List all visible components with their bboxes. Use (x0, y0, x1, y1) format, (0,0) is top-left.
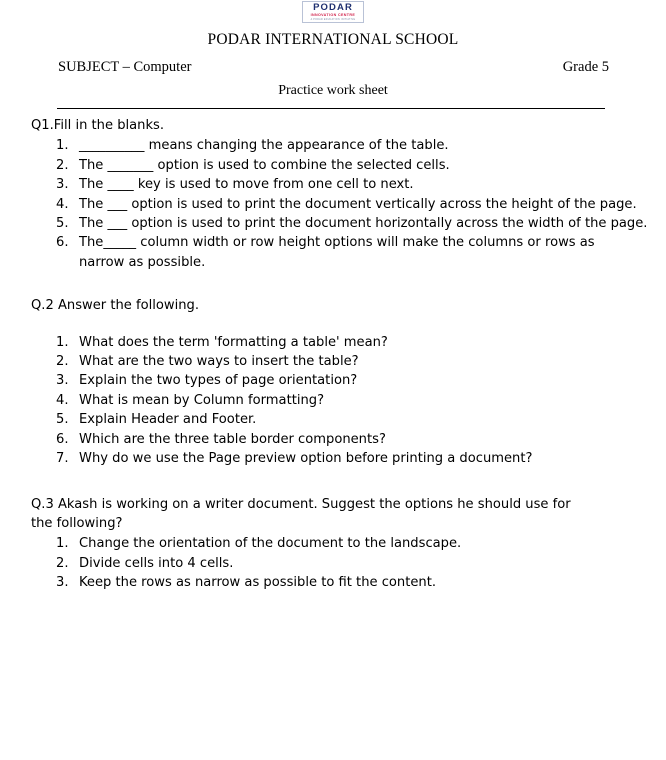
list-item (31, 371, 636, 390)
list-item (31, 214, 648, 233)
list-item-number: 3. (56, 575, 69, 591)
list-item (31, 449, 636, 468)
list-item (31, 410, 636, 429)
school-name: PODAR INTERNATIONAL SCHOOL (207, 31, 459, 48)
list-item-text: Keep the rows as narrow as possible to fit the content. (79, 575, 437, 591)
list-item (31, 430, 636, 449)
list-item-text: Explain the two types of page orientation? (79, 373, 358, 389)
subject-grade-row (0, 59, 666, 77)
list-item-text: The _______ option is used to combine the selected cells. (79, 157, 450, 173)
list-item (31, 573, 636, 592)
list-item-number: 2. (56, 157, 69, 173)
list-item-number: 3. (56, 177, 69, 193)
list-item (31, 352, 636, 371)
list-item-number: 6. (56, 431, 69, 447)
question-3-list (31, 534, 636, 592)
list-item-text: The ____ key is used to move from one cell to next. (79, 177, 414, 193)
list-item-number: 1. (56, 334, 69, 350)
list-item-text: Explain Header and Footer. (79, 412, 257, 428)
grade-label: Grade 5 (562, 59, 609, 75)
list-item-text: What is mean by Column formatting? (79, 392, 325, 408)
logo-container (0, 0, 666, 23)
list-item-text: __________ means changing the appearance of the table. (79, 138, 449, 154)
question-3-heading: Q.3 Akash is working on a writer document. Suggest the options he should use for the following? (31, 496, 571, 531)
list-item-number: 4. (56, 196, 69, 212)
list-item (31, 195, 636, 214)
question-1-heading: Q1.Fill in the blanks. (31, 118, 165, 133)
worksheet-title: Practice work sheet (278, 83, 388, 98)
list-item-number: 1. (56, 536, 69, 552)
list-item-number: 7. (56, 451, 69, 467)
list-item-number: 2. (56, 555, 69, 571)
logo-wordmark: PODAR (313, 1, 353, 13)
list-item (31, 333, 636, 352)
list-item-number: 6. (56, 235, 69, 251)
question-2-list (31, 333, 636, 469)
question-2-heading: Q.2 Answer the following. (31, 298, 200, 314)
list-item (31, 554, 636, 573)
logo-tagline: A PODAR EDUCATION INITIATIVE (310, 18, 356, 21)
list-item-number: 3. (56, 373, 69, 389)
list-item-text: The_____ column width or row height options will make the columns or rows as narrow as possible. (79, 235, 595, 270)
list-item-number: 5. (56, 412, 69, 428)
subject-label: SUBJECT – Computer (58, 59, 192, 75)
list-item-text: What does the term 'formatting a table' mean? (79, 334, 388, 350)
list-item-text: Which are the three table border components? (79, 431, 386, 447)
worksheet-body (0, 116, 666, 593)
logo-subtitle: INNOVATION CENTRE (310, 12, 356, 17)
list-item-text: The ___ option is used to print the document horizontally across the width of the page. (79, 216, 648, 232)
list-item-text: What are the two ways to insert the table? (79, 354, 359, 370)
list-item-number: 1. (56, 138, 69, 154)
list-item-text: Divide cells into 4 cells. (79, 555, 234, 571)
list-item-text: Change the orientation of the document to the landscape. (79, 536, 462, 552)
list-item (31, 391, 636, 410)
list-item-number: 5. (56, 216, 69, 232)
list-item (31, 136, 636, 155)
list-item (31, 534, 636, 553)
header-divider (57, 108, 605, 109)
list-item-text: Why do we use the Page preview option before printing a document? (79, 451, 533, 467)
question-1-list (31, 136, 648, 272)
list-item (31, 156, 636, 175)
list-item (31, 233, 636, 272)
podar-logo (302, 1, 364, 23)
list-item-number: 2. (56, 354, 69, 370)
list-item (31, 175, 636, 194)
list-item-number: 4. (56, 392, 69, 408)
list-item-text: The ___ option is used to print the document vertically across the height of the page. (79, 196, 637, 212)
